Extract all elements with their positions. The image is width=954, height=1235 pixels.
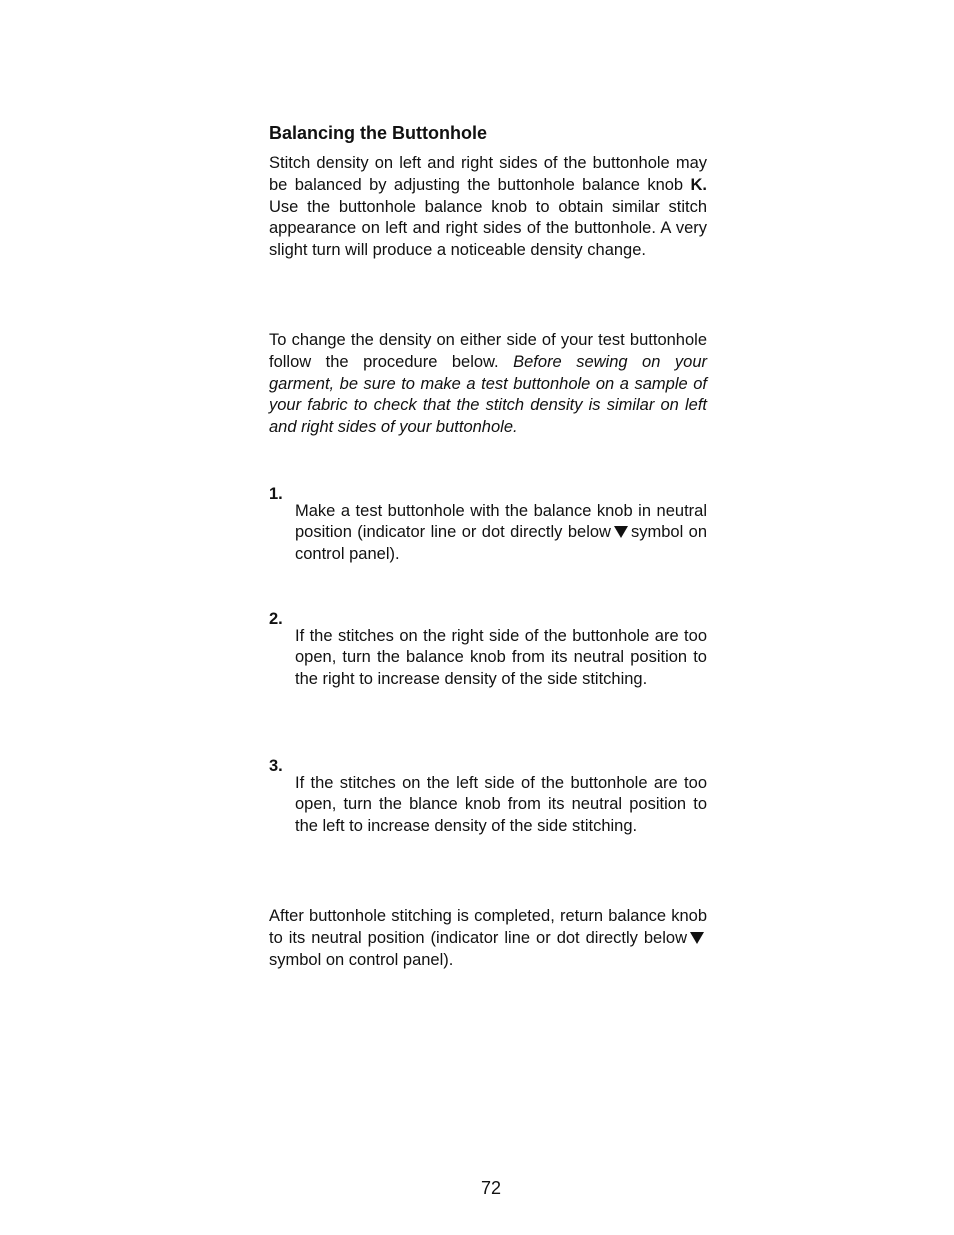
manual-page — [269, 120, 708, 969]
step-text: If the stitches on the right side of the buttonhole are too open, turn the balance knob from its neutral position to the right to increase density of the side stitching. — [295, 626, 707, 689]
step-1 — [269, 484, 707, 582]
section-heading: Balancing the Buttonhole — [269, 123, 487, 143]
step-text-after: symbol on control panel). — [295, 523, 708, 564]
closing-text-after: symbol on control panel). — [269, 950, 454, 969]
step-2 — [269, 609, 707, 707]
step-3 — [269, 756, 707, 854]
closing-text-before: After buttonhole stitching is completed, return balance knob to its neutral position (indicator line or dot directly below — [269, 907, 707, 947]
intro-text-part1: Stitch density on left and right sides of the buttonhole may be balanced by adjusting the buttonhole balance knob — [269, 154, 707, 194]
step-text-before: Make a test buttonhole with the balance knob in neutral position (indicator line or dot directly below — [295, 501, 707, 542]
page-number: 72 — [480, 1178, 502, 1198]
procedure-warning: Before sewing on your garment, be sure to make a test buttonhole on a sample of your fabric to check that the stitch density is similar on left and right sides of your buttonhole. — [269, 352, 707, 437]
procedure-paragraph — [269, 330, 707, 439]
step-number: 2. — [269, 610, 283, 628]
step-text: If the stitches on the left side of the buttonhole are too open, turn the blance knob from its neutral position to the left to increase density of the side stitching. — [295, 773, 707, 836]
knob-letter: K. — [690, 175, 707, 194]
down-triangle-icon — [690, 932, 704, 944]
intro-text-part2: Use the buttonhole balance knob to obtain similar stitch appearance on left and right sides of the buttonhole. A very slight turn will produce a noticeable density change. — [269, 197, 707, 260]
closing-paragraph — [269, 906, 707, 971]
procedure-text: To change the density on either side of your test buttonhole follow the procedure below. — [269, 331, 707, 371]
intro-paragraph — [269, 153, 707, 262]
step-number: 1. — [269, 485, 283, 503]
step-text — [295, 501, 707, 566]
down-triangle-icon — [614, 526, 628, 538]
step-number: 3. — [269, 757, 283, 775]
